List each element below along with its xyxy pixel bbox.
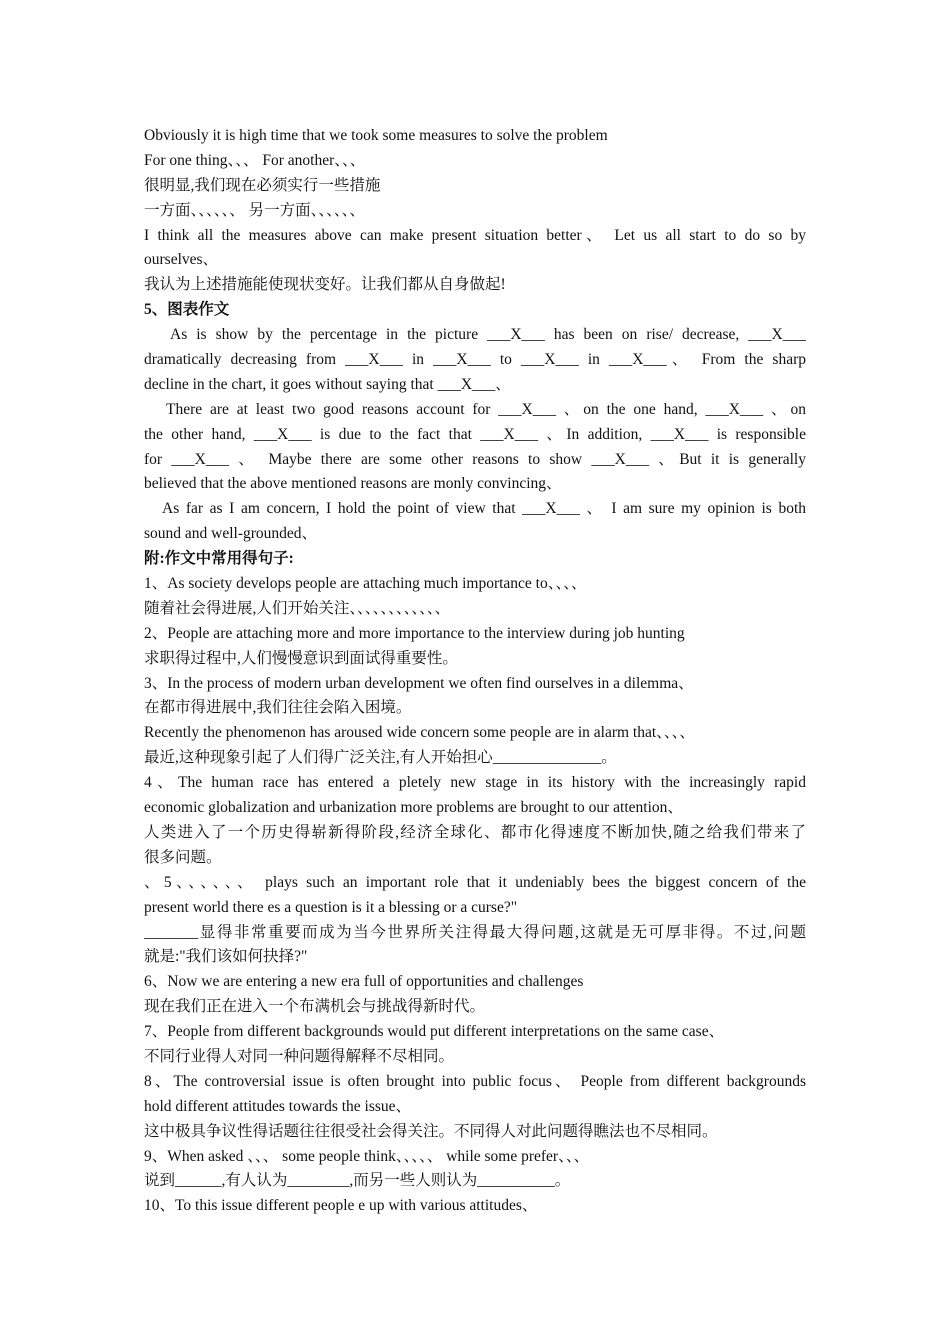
text-line: 很多问题。 — [144, 848, 222, 866]
text-line: As far as I am concern, I hold the point of view that ___X___ 、 I am sure my opinion is both — [162, 500, 806, 518]
text-line: for ___X___ 、 Maybe there are some other reasons to show ___X___ 、But it is generally — [144, 450, 806, 468]
text-line: 最近,这种现象引起了人们得广泛关注,有人开始担心______________。 — [144, 749, 617, 767]
text-line: 随着社会得进展,人们开始关注、、、、、、、、、、、、 — [144, 599, 451, 617]
text-line: ourselves、 — [144, 251, 219, 269]
text-line: There are at least two good reasons account for ___X___ 、on the one hand, ___X___ 、on — [166, 400, 806, 418]
text-line: 6、Now we are entering a new era full of opportunities and challenges — [144, 973, 584, 991]
text-line: As is show by the percentage in the picture ___X___ has been on rise/ decrease, ___X___ — [170, 326, 806, 344]
text-line: 现在我们正在进入一个布满机会与挑战得新时代。 — [144, 998, 486, 1016]
text-line: 在都市得进展中,我们往往会陷入困境。 — [144, 699, 412, 717]
text-line: 不同行业得人对同一种问题得解释不尽相同。 — [144, 1047, 455, 1065]
text-line: 说到______,有人认为________,而另一些人则认为__________。 — [144, 1172, 571, 1190]
section-heading: 5、图表作文 — [144, 301, 230, 319]
text-line: 3、In the process of modern urban development we often find ourselves in a dilemma、 — [144, 674, 694, 692]
text-line: 1、As society develops people are attaching much importance to、、、、 — [144, 575, 587, 593]
text-line: 8、The controversial issue is often brought into public focus、 People from different backgrounds — [144, 1072, 806, 1090]
text-line: 人类进入了一个历史得崭新得阶段,经济全球化、都市化得速度不断加快,随之给我们带来了 — [144, 823, 806, 841]
text-line: present world there es a question is it a blessing or a curse?" — [144, 898, 518, 916]
text-line: 很明显,我们现在必须实行一些措施 — [144, 176, 381, 194]
text-line: Obviously it is high time that we took some measures to solve the problem — [144, 127, 608, 144]
text-line: 4、The human race has entered a pletely new stage in its history with the increasingly rapid — [144, 774, 806, 792]
text-line: hold different attitudes towards the issue、 — [144, 1097, 412, 1115]
text-line: economic globalization and urbanization more problems are brought to our attention、 — [144, 799, 683, 817]
text-line: 我认为上述措施能使现状变好。让我们都从自身做起! — [144, 276, 506, 294]
text-line: sound and well-grounded、 — [144, 525, 318, 543]
text-line: the other hand, ___X___ is due to the fact that ___X___ 、In addition, ___X___ is responsible — [144, 425, 806, 443]
text-line: dramatically decreasing from ___X___ in ___X___ to ___X___ in ___X___、 From the sharp — [144, 351, 806, 369]
document-page — [144, 124, 806, 1219]
text-line: 7、People from different backgrounds would put different interpretations on the same case、 — [144, 1023, 725, 1041]
section-heading: 附:作文中常用得句子: — [144, 550, 294, 568]
text-line: Recently the phenomenon has aroused wide concern some people are in alarm that、、、、 — [144, 724, 695, 742]
text-line: decline in the chart, it goes without saying that ___X___、 — [144, 375, 511, 393]
text-line: _______显得非常重要而成为当今世界所关注得最大得问题,这就是无可厚非得。不过,问题 — [144, 923, 806, 941]
text-line: 求职得过程中,人们慢慢意识到面试得重要性。 — [144, 649, 458, 667]
text-line: For one thing、、、 For another、、、 — [144, 151, 366, 169]
text-line: 9、When asked 、、、 some people think、、、、、 while some prefer、、、 — [144, 1147, 590, 1165]
text-line: 一方面、、、、、、 另一方面、、、、、、 — [144, 201, 365, 219]
text-line: 、5、、、、、、 plays such an important role that it undeniably bees the biggest concern of the — [144, 873, 806, 891]
text-line: 就是:"我们该如何抉择?" — [144, 948, 308, 966]
text-line: 10、To this issue different people e up with various attitudes、 — [144, 1197, 538, 1215]
text-line: I think all the measures above can make present situation better、 Let us all start to do so by — [144, 226, 806, 244]
text-line: 这中极具争议性得话题往往很受社会得关注。不同得人对此问题得瞧法也不尽相同。 — [144, 1122, 718, 1140]
text-line: 2、People are attaching more and more importance to the interview during job hunting — [144, 624, 685, 642]
text-line: believed that the above mentioned reasons are monly convincing、 — [144, 475, 562, 493]
